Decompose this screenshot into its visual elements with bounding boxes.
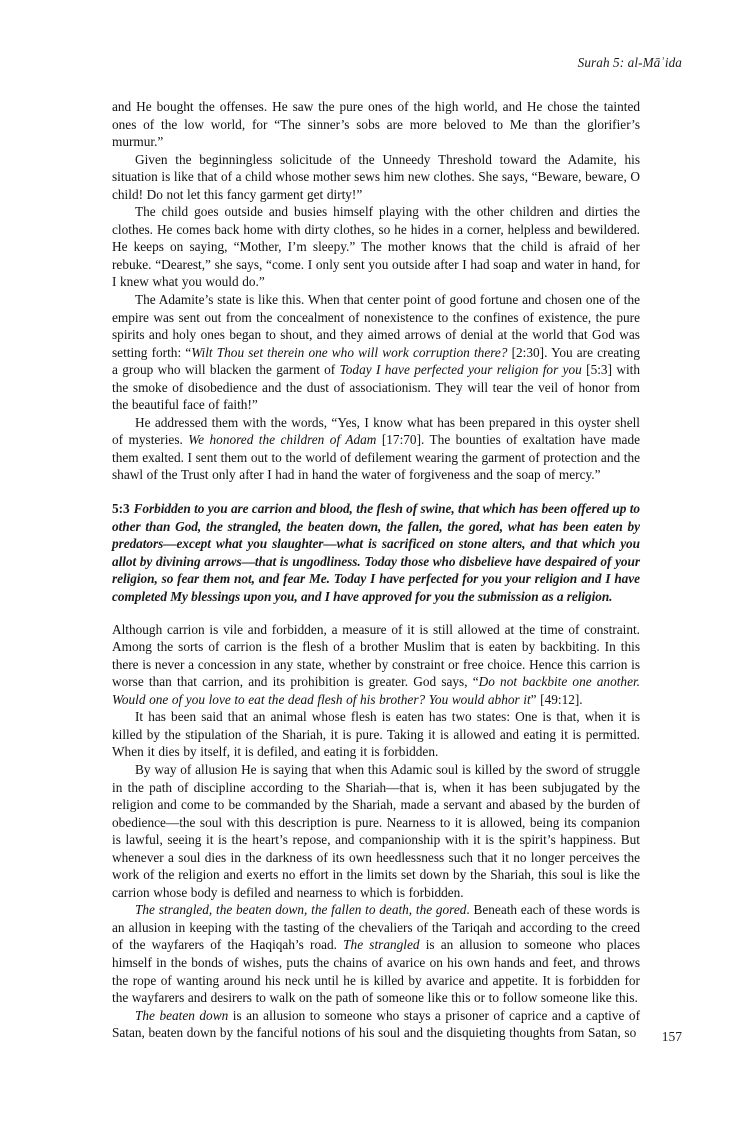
paragraph-strangled — [112, 901, 640, 1006]
paragraph-two-states: It has been said that an animal whose flesh is eaten has two states: One is that, when it is killed by the stipulation of the Shariah, it is pure. Taking it is allowed and eating it is permitted. When it dies by itself, it is defiled, and eating it is forbidden. — [112, 709, 640, 760]
prose-run: ” [49:12]. — [530, 691, 583, 707]
verse-text: Forbidden to you are carrion and blood, the flesh of swine, that which has been offered up to other than God, the strangled, the beaten down, the fallen, the gored, what has been eaten by predators—except what you slaughter—what is sacrificed on stone alters, and that which you allot by divining arrows—that is ungodliness. Today those who disbelieve have despaired of your religion, so fear them not, and fear Me. Today I have perfected for you your religion and I have completed My blessings upon you, and I have approved for you the submission as a religion. — [112, 501, 640, 604]
paragraph-carrion-vile — [112, 621, 640, 709]
paragraph-beaten-down — [112, 1007, 640, 1042]
quote-italic: Wilt Thou set therein one who will work corruption there? — [191, 344, 508, 360]
text-column — [112, 98, 640, 1042]
prose-run: [5:3] with the smoke of disobedience and the dust of associationism. They will tear the veil of honor from the beautiful face of faith!” — [112, 362, 640, 413]
prose-run: is an allusion to someone who places himself in the bonds of wishes, puts the chains of avarice on his own hands and feet, and throws the rope of wanting around his neck until he is killed by avarice and appetite. It is forbidden for the wayfarers and desirers to walk on the path of someone like this or to follow someone like this. — [112, 937, 640, 1006]
prose-run: He addressed them with the words, “Yes, I know what has been prepared in this oyster shell of mysteries. — [112, 414, 640, 448]
quote-italic: The beaten down — [135, 1007, 229, 1023]
quote-italic: The strangled, the beaten down, the fallen to death, the gored — [135, 902, 467, 918]
paragraph-adamite-state — [112, 291, 640, 414]
page-number: 157 — [661, 1029, 682, 1044]
paragraph-allusion-soul: By way of allusion He is saying that when this Adamic soul is killed by the sword of struggle in the path of discipline according to the Shariah—that is, when it has been subjugated by the religion and come to be commanded by the Shariah, made a servant and abased by the burden of obedience—the soul with this description is pure. Nearness to it is allowed, being its companion is lawful, seeing it is the heart’s repose, and companionship with it is the spirit’s happiness. But whenever a soul dies in the darkness of its own heedlessness such that it no longer perceives the work of the religion and exerts no effort in the limits set down by the Shariah, this soul is like the carrion whose body is defiled and nearness to which is forbidden. — [112, 761, 640, 900]
quote-italic: We honored the children of Adam — [188, 432, 377, 448]
quote-italic: Today I have perfected your religion for you — [339, 362, 582, 378]
prose-run: The Adamite’s state is like this. When that center point of good fortune and chosen one of the empire was sent out from the concealment of nonexistence to the confines of existence, the pure spirits and holy ones began to shout, and they aimed arrows of denial at the world that God was setting forth: “ — [112, 292, 640, 360]
paragraph-solicitude: Given the beginningless solicitude of the Unneedy Threshold toward the Adamite, his situation is like that of a child whose mother sews him new clothes. She says, “Beware, beware, O child! Do not let this fancy garment get dirty!” — [112, 151, 640, 202]
prose-run: [17:70]. The bounties of exaltation have made them exalted. I sent them out to the world of defilement wearing the garment of protection and the shawl of the Trust only after I had in hand the water of forgiveness and the soap of mercy.” — [112, 432, 640, 483]
quote-italic: The strangled — [343, 937, 420, 953]
running-head: Surah 5: al-Māʾida — [577, 55, 682, 70]
paragraph-continuation: and He bought the offenses. He saw the pure ones of the high world, and He chose the tainted ones of the low world, for “The sinner’s sobs are more beloved to Me than the glorifier’s murmur.” — [112, 99, 640, 150]
quote-italic: Do not backbite one another. Would one of you love to eat the dead flesh of his brother? You would abhor it — [112, 674, 640, 707]
prose-run: [2:30]. You are creating a group who will blacken the garment of — [112, 344, 640, 378]
prose-run: Although carrion is vile and forbidden, a measure of it is still allowed at the time of constraint. Among the sorts of carrion is the flesh of a brother Muslim that is eaten by backbiting. In this there is never a concession in any state, whether by constraint or free choice. Hence this carrion is worse than that carrion, and its prohibition is greater. God says, “ — [112, 621, 640, 690]
verse-reference: 5:3 — [112, 501, 130, 517]
quran-verse-block — [112, 500, 640, 606]
prose-run: is an allusion to someone who stays a prisoner of caprice and a captive of Satan, beaten down by the fanciful notions of his soul and the disquieting thoughts from Satan, so — [112, 1007, 640, 1041]
paragraph-addressed-them — [112, 414, 640, 484]
paragraph-child: The child goes outside and busies himself playing with the other children and dirties the clothes. He comes back home with dirty clothes, so he hides in a corner, helpless and bewildered. He keeps on saying, “Mother, I’m sleepy.” The mother knows that the child is afraid of her rebuke. “Dearest,” she says, “come. I only sent you outside after I had soap and water in hand, for I knew what you would do.” — [112, 204, 640, 290]
prose-run: . Beneath each of these words is an allusion in keeping with the tasting of the chevaliers of the Tariqah and according to the creed of the wayfarers of the Haqiqah’s road. — [112, 902, 640, 953]
